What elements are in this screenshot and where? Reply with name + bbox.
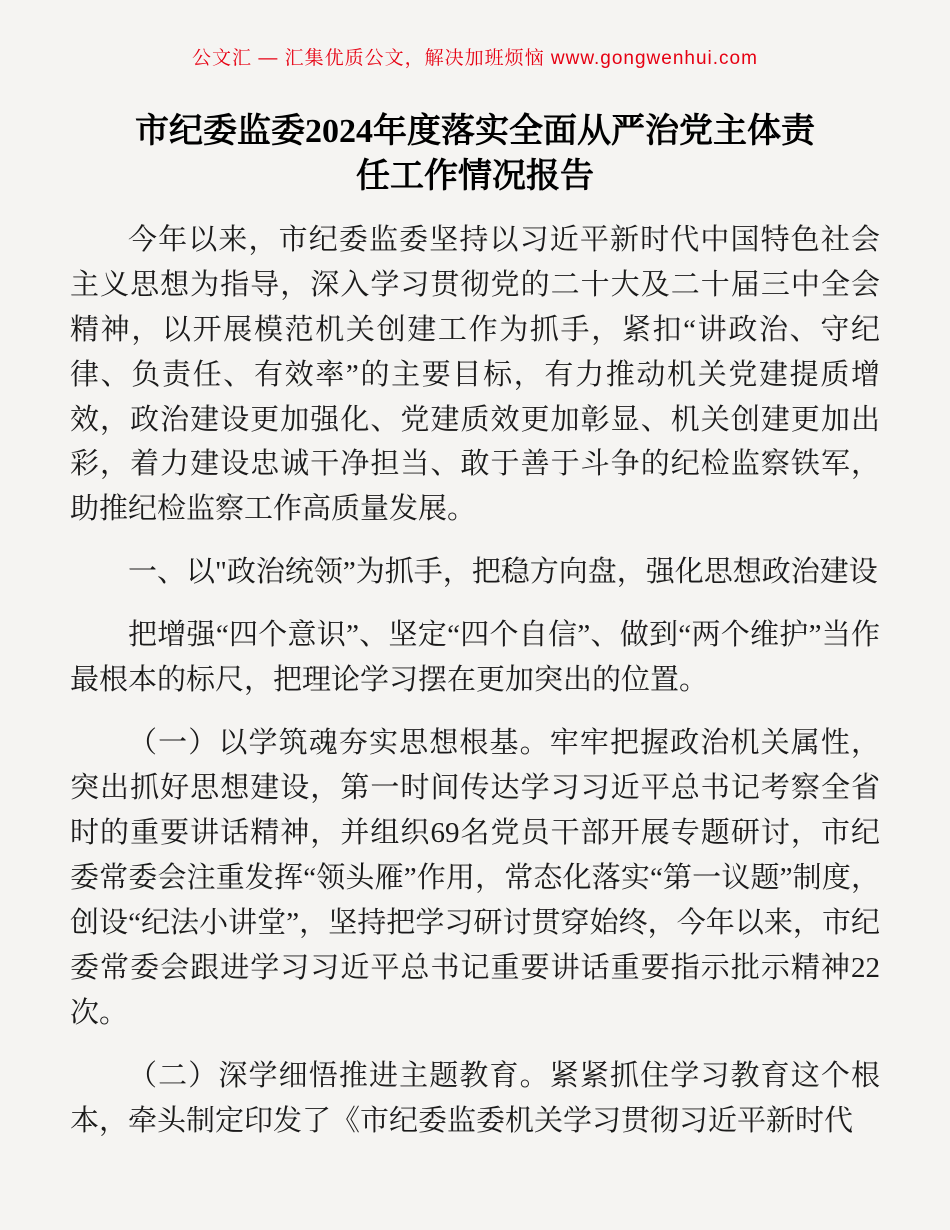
watermark-header: 公文汇 — 汇集优质公文，解决加班烦恼 www.gongwenhui.com bbox=[192, 48, 758, 69]
paragraph-subsection-1: （一）以学筑魂夯实思想根基。牢牢把握政治机关属性，突出抓好思想建设，第一时间传达学习习近平总书记考察全省时的重要讲话精神，并组织69名党员干部开展专题研讨，市纪委常委会注重发挥“领头雁”作用，常态化落实“第一议题”制度，创设“纪法小讲堂”，坚持把学习研讨贯穿始终，今年以来，市纪委常委会跟进学习习近平总书记重要讲话重要指示批示精神22次。 bbox=[70, 727, 880, 1029]
page-title: 市纪委监委2024年度落实全面从严治党主体责任工作情况报告 bbox=[135, 113, 815, 195]
paragraph-intro: 今年以来，市纪委监委坚持以习近平新时代中国特色社会主义思想为指导，深入学习贯彻党的二十大及二十届三中全会精神，以开展模范机关创建工作为抓手，紧扣“讲政治、守纪律、负责任、有效率”的主要目标，有力推动机关党建提质增效，政治建设更加强化、党建质效更加彰显、机关创建更加出彩，着力建设忠诚干净担当、敢于善于斗争的纪检监察铁军，助推纪检监察工作高质量发展。 bbox=[70, 223, 880, 526]
section-heading-1: 一、以"政治统领”为抓手，把稳方向盘，强化思想政治建设 bbox=[128, 556, 878, 589]
document-page bbox=[70, 0, 880, 1144]
paragraph-section-lead: 把增强“四个意识”、坚定“四个自信”、做到“两个维护”当作最根本的标尺，把理论学习摆在更加突出的位置。 bbox=[70, 619, 880, 697]
paragraph-subsection-2: （二）深学细悟推进主题教育。紧紧抓住学习教育这个根本，牵头制定印发了《市纪委监委机关学习贯彻习近平新时代 bbox=[70, 1059, 880, 1137]
